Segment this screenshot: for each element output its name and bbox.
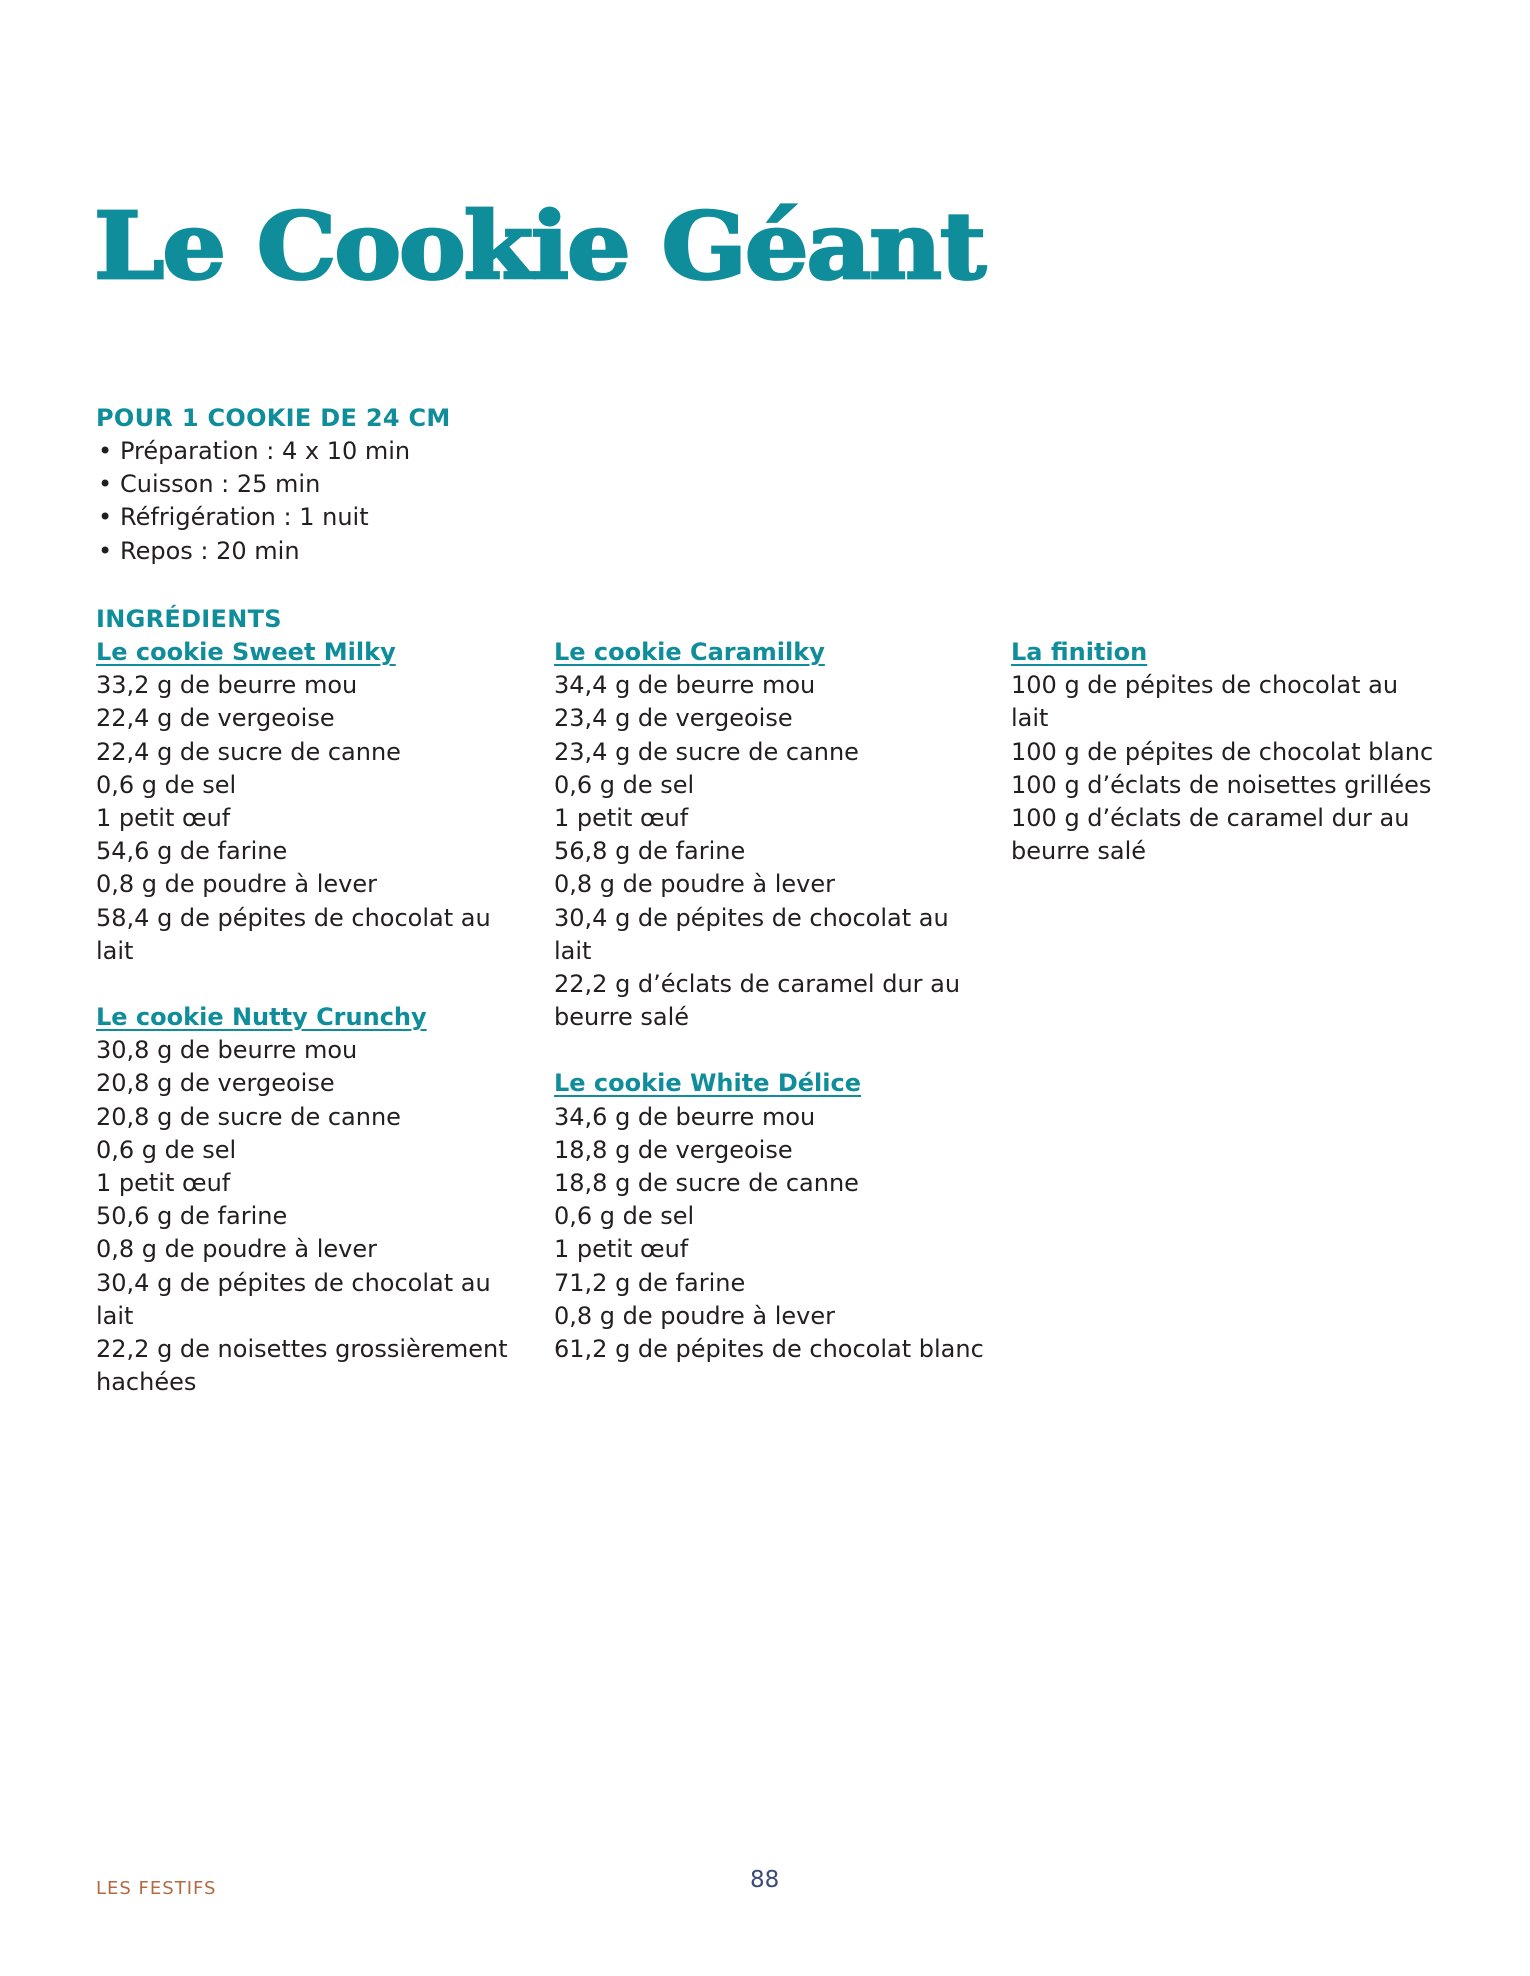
list-item: 1 petit œuf <box>96 804 231 833</box>
list-item: 56,8 g de farine <box>554 837 746 866</box>
nutty-crunchy-section <box>96 1001 526 1399</box>
ingredients-column-1 <box>96 636 526 1432</box>
list-item: 0,8 g de poudre à lever <box>96 1235 377 1264</box>
list-item: 61,2 g de pépites de chocolat blanc <box>554 1335 984 1364</box>
list-item: 18,8 g de sucre de canne <box>554 1169 859 1198</box>
portion-block <box>96 402 451 568</box>
list-item: 100 g de pépites de chocolat au lait <box>1011 671 1399 733</box>
timing-item-preparation: • Préparation : 4 x 10 min <box>96 435 451 468</box>
list-item: 0,6 g de sel <box>96 770 237 799</box>
list-item: 30,4 g de pépites de chocolat au lait <box>96 1268 491 1330</box>
list-item: 0,6 g de sel <box>554 770 695 799</box>
list-item: 20,8 g de vergeoise <box>96 1069 335 1098</box>
list-item: 50,6 g de farine <box>96 1202 288 1231</box>
footer-section-label: LES FESTIFS <box>96 1878 217 1899</box>
list-item: 22,2 g de noisettes grossièrement hachées <box>96 1335 508 1397</box>
list-item: 30,4 g de pépites de chocolat au lait <box>554 903 949 965</box>
list-item: 20,8 g de sucre de canne <box>96 1102 401 1131</box>
list-item: 100 g d’éclats de noisettes grillées <box>1011 770 1432 799</box>
ingredients-column-3 <box>1011 636 1441 901</box>
list-item: 1 petit œuf <box>96 1169 231 1198</box>
ingredients-heading: INGRÉDIENTS <box>96 605 282 633</box>
timing-item-cuisson: • Cuisson : 25 min <box>96 468 451 501</box>
finition-list <box>1011 669 1441 868</box>
list-item: 71,2 g de farine <box>554 1268 746 1297</box>
list-item: 0,8 g de poudre à lever <box>554 870 835 899</box>
sweet-milky-title: Le cookie Sweet Milky <box>96 638 396 666</box>
white-delice-title: Le cookie White Délice <box>554 1069 861 1098</box>
white-delice-section <box>554 1067 984 1366</box>
sweet-milky-list <box>96 669 526 968</box>
list-item: 0,8 g de poudre à lever <box>96 870 377 899</box>
white-delice-list <box>554 1101 984 1367</box>
portion-heading: POUR 1 COOKIE DE 24 CM <box>96 404 451 432</box>
list-item: 23,4 g de vergeoise <box>554 704 793 733</box>
list-item: 22,4 g de sucre de canne <box>96 737 401 766</box>
list-item: 18,8 g de vergeoise <box>554 1135 793 1164</box>
list-item: 22,4 g de vergeoise <box>96 704 335 733</box>
caramilky-list <box>554 669 984 1034</box>
list-item: 30,8 g de beurre mou <box>96 1036 358 1065</box>
caramilky-section <box>554 636 984 1034</box>
list-item: 0,6 g de sel <box>96 1135 237 1164</box>
list-item: 34,4 g de beurre mou <box>554 671 816 700</box>
list-item: 34,6 g de beurre mou <box>554 1102 816 1131</box>
list-item: 1 petit œuf <box>554 804 689 833</box>
recipe-title: Le Cookie Géant <box>94 191 985 301</box>
list-item: 0,8 g de poudre à lever <box>554 1301 835 1330</box>
finition-title: La finition <box>1011 638 1148 666</box>
timing-item-refrigeration: • Réfrigération : 1 nuit <box>96 501 451 534</box>
caramilky-title: Le cookie Caramilky <box>554 638 825 666</box>
sweet-milky-section <box>96 636 526 968</box>
page-number: 88 <box>750 1867 780 1893</box>
timing-list <box>96 435 451 568</box>
list-item: 22,2 g d’éclats de caramel dur au beurre salé <box>554 970 961 1032</box>
ingredients-column-2 <box>554 636 984 1399</box>
list-item: 100 g de pépites de chocolat blanc <box>1011 737 1434 766</box>
list-item: 54,6 g de farine <box>96 837 288 866</box>
finition-section <box>1011 636 1441 868</box>
nutty-crunchy-list <box>96 1034 526 1399</box>
list-item: 58,4 g de pépites de chocolat au lait <box>96 903 491 965</box>
timing-item-repos: • Repos : 20 min <box>96 535 451 568</box>
list-item: 33,2 g de beurre mou <box>96 671 358 700</box>
list-item: 100 g d’éclats de caramel dur au beurre salé <box>1011 804 1410 866</box>
list-item: 0,6 g de sel <box>554 1202 695 1231</box>
nutty-crunchy-title: Le cookie Nutty Crunchy <box>96 1003 427 1032</box>
list-item: 23,4 g de sucre de canne <box>554 737 859 766</box>
list-item: 1 petit œuf <box>554 1235 689 1264</box>
